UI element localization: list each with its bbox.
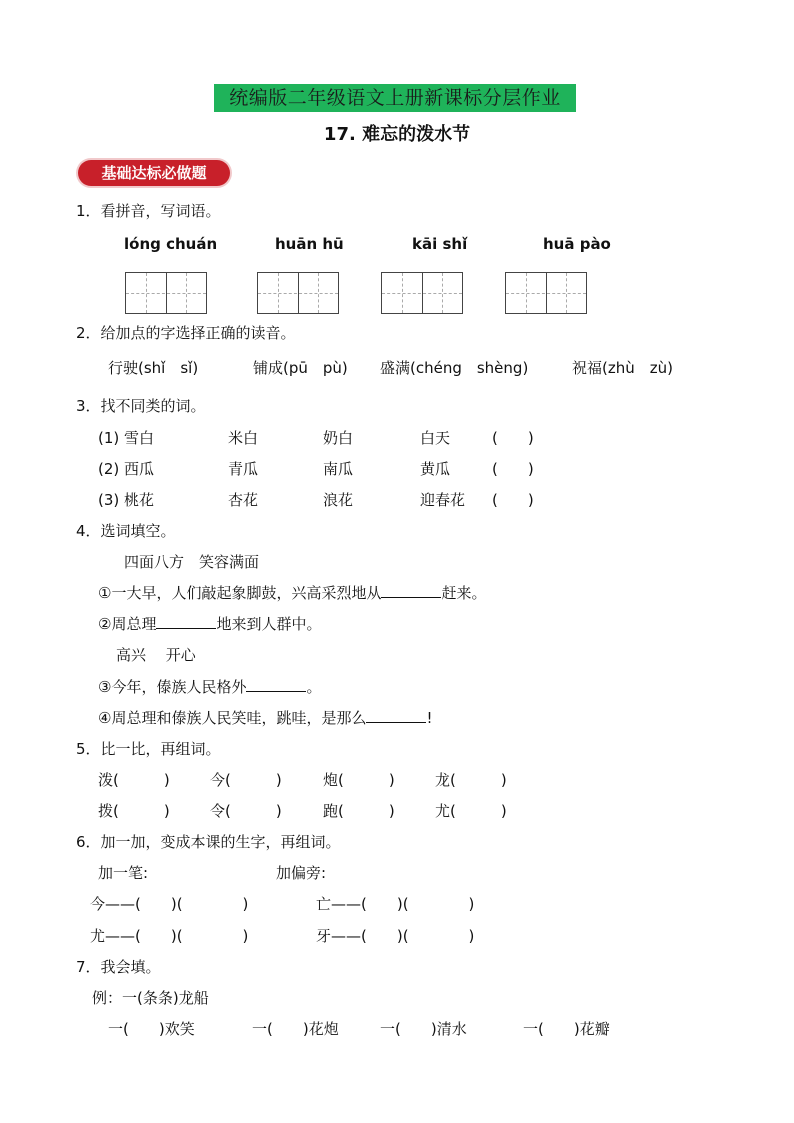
q5-r2-2[interactable]: 令( ) [210, 802, 282, 820]
q5-prompt: 5．比一比，再组词。 [76, 740, 221, 758]
q4-sentence-2 [98, 613, 321, 634]
q3-row-1-w3: 奶白 [323, 429, 354, 447]
q4-sentence-1-end: 赶来。 [441, 584, 487, 602]
q1-pinyin-2: huān hū [275, 235, 344, 253]
q7-prompt: 7．我会填。 [76, 958, 161, 976]
q2-item-1: 行驶(shǐ sǐ) [108, 359, 199, 377]
q6-heading-add-radical: 加偏旁: [276, 864, 327, 882]
q4-sentence-4 [98, 707, 432, 728]
q3-row-2-w3: 南瓜 [323, 460, 354, 478]
q6-prompt: 6．加一加，变成本课的生字，再组词。 [76, 833, 341, 851]
q6-row-1-left[interactable]: 今——( )( ) [90, 895, 249, 913]
writing-grid-2[interactable] [257, 272, 339, 314]
q4-sentence-1-text: ①一大早，人们敲起象脚鼓，兴高采烈地从 [98, 584, 382, 602]
q7-item-3[interactable]: 一( )清水 [380, 1020, 467, 1038]
q7-item-2[interactable]: 一( )花炮 [252, 1020, 339, 1038]
q6-row-1-right[interactable]: 亡——( )( ) [316, 895, 475, 913]
q3-row-3-answer[interactable]: ( ) [492, 491, 534, 509]
q3-row-1-w2: 米白 [228, 429, 259, 447]
writing-grid-1[interactable] [125, 272, 207, 314]
q4-blank-2[interactable] [156, 614, 216, 629]
q4-prompt: 4．选词填空。 [76, 522, 176, 540]
q3-row-2-answer[interactable]: ( ) [492, 460, 534, 478]
q4-sentence-3 [98, 676, 321, 697]
q3-row-2-num: (2) 西瓜 [98, 460, 155, 478]
q5-r2-1[interactable]: 拨( ) [98, 802, 170, 820]
q4-blank-3[interactable] [246, 677, 306, 692]
q7-example: 例：一(条条)龙船 [92, 989, 209, 1007]
q4-sentence-2-text: ②周总理 [98, 615, 157, 633]
q7-item-1[interactable]: 一( )欢笑 [108, 1020, 195, 1038]
q4-sentence-4-end: ! [426, 709, 433, 727]
q1-pinyin-1: lóng chuán [124, 235, 218, 253]
q4-word-options-1: 四面八方 笑容满面 [124, 553, 260, 571]
writing-grid-3[interactable] [381, 272, 463, 314]
lesson-title: 17. 难忘的泼水节 [323, 124, 471, 145]
q4-sentence-3-end: 。 [306, 678, 322, 696]
q2-item-4: 祝福(zhù zù) [572, 359, 673, 377]
q2-item-2: 铺成(pū pù) [253, 359, 348, 377]
q3-row-3-num: (3) 桃花 [98, 491, 155, 509]
q5-r1-3[interactable]: 炮( ) [323, 771, 395, 789]
q6-heading-add-stroke: 加一笔: [98, 864, 149, 882]
q2-item-3: 盛满(chéng shèng) [380, 359, 529, 377]
q3-row-3-w3: 浪花 [323, 491, 354, 509]
q3-row-2-w2: 青瓜 [228, 460, 259, 478]
q4-blank-4[interactable] [366, 708, 426, 723]
writing-grid-4[interactable] [505, 272, 587, 314]
q4-word-options-2: 高兴 开心 [116, 646, 196, 664]
q3-row-1-answer[interactable]: ( ) [492, 429, 534, 447]
q5-r2-4[interactable]: 尤( ) [435, 802, 507, 820]
q3-row-2-w4: 黄瓜 [420, 460, 451, 478]
q3-row-3-w4: 迎春花 [420, 491, 466, 509]
q1-prompt: 1．看拼音，写词语。 [76, 202, 221, 220]
q4-sentence-2-end: 地来到人群中。 [216, 615, 322, 633]
q4-blank-1[interactable] [381, 583, 441, 598]
worksheet-banner: 统编版二年级语文上册新课标分层作业 [214, 84, 576, 112]
q3-row-1-w4: 白天 [420, 429, 451, 447]
q5-r1-1[interactable]: 泼( ) [98, 771, 170, 789]
q5-r2-3[interactable]: 跑( ) [323, 802, 395, 820]
q4-sentence-3-text: ③今年，傣族人民格外 [98, 678, 247, 696]
q1-pinyin-3: kāi shǐ [412, 235, 468, 253]
q3-row-3-w2: 杏花 [228, 491, 259, 509]
q3-prompt: 3．找不同类的词。 [76, 397, 206, 415]
q7-item-4[interactable]: 一( )花瓣 [523, 1020, 610, 1038]
q5-r1-4[interactable]: 龙( ) [435, 771, 507, 789]
q4-sentence-1 [98, 582, 486, 603]
q5-r1-2[interactable]: 今( ) [210, 771, 282, 789]
section-badge: 基础达标必做题 [78, 160, 230, 186]
q6-row-2-left[interactable]: 尤——( )( ) [90, 927, 249, 945]
q6-row-2-right[interactable]: 牙——( )( ) [316, 927, 475, 945]
q2-prompt: 2．给加点的字选择正确的读音。 [76, 324, 296, 342]
q4-sentence-4-text: ④周总理和傣族人民笑哇，跳哇，是那么 [98, 709, 367, 727]
q1-pinyin-4: huā pào [543, 235, 611, 253]
q3-row-1-num: (1) 雪白 [98, 429, 155, 447]
